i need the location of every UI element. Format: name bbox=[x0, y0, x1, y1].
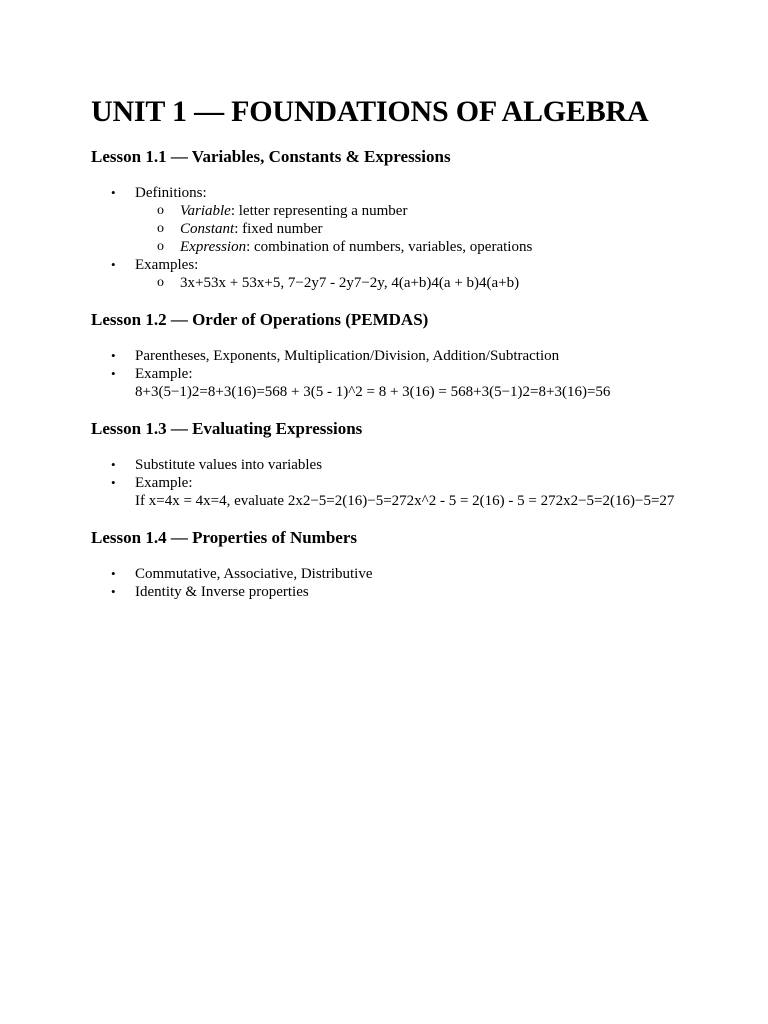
bullet-list bbox=[91, 184, 751, 292]
sub-list-item bbox=[135, 274, 751, 292]
list-item bbox=[91, 474, 751, 510]
sub-list-item bbox=[135, 202, 751, 220]
bullet-list bbox=[91, 565, 751, 601]
item-text: Examples: bbox=[135, 257, 199, 273]
sub-bullet-icon: o bbox=[157, 203, 164, 218]
example-text: If x=4x = 4x=4, evaluate 2x2−5=2(16)−5=272x^2 - 5 = 2(16) - 5 = 272x2−5=2(16)−5=27 bbox=[135, 493, 675, 509]
item-text: Parentheses, Exponents, Multiplication/Division, Addition/Subtraction bbox=[135, 348, 560, 364]
list-item bbox=[91, 583, 751, 601]
list-item bbox=[91, 565, 751, 583]
definition-text: : fixed number bbox=[234, 221, 323, 237]
list-item bbox=[91, 184, 751, 256]
lesson-heading: Lesson 1.2 — Order of Operations (PEMDAS) bbox=[91, 310, 429, 329]
bullet-list bbox=[91, 347, 751, 401]
sub-list bbox=[135, 274, 751, 292]
bullet-icon: • bbox=[111, 185, 116, 200]
item-text: Definitions: bbox=[135, 185, 207, 201]
bullet-icon: • bbox=[111, 366, 116, 381]
example-text: 3x+53x + 53x+5, 7−2y7 - 2y7−2y, 4(a+b)4(a + b)4(a+b) bbox=[180, 275, 520, 291]
list-item bbox=[91, 347, 751, 365]
definition-text: : combination of numbers, variables, operations bbox=[246, 239, 533, 255]
sub-list-item bbox=[135, 220, 751, 238]
bullet-icon: • bbox=[111, 584, 116, 599]
item-text: Identity & Inverse properties bbox=[135, 584, 309, 600]
bullet-icon: • bbox=[111, 348, 116, 363]
item-text: Example: bbox=[135, 366, 193, 382]
list-item bbox=[91, 365, 751, 401]
lesson-heading: Lesson 1.1 — Variables, Constants & Expressions bbox=[91, 147, 451, 166]
lesson-heading: Lesson 1.4 — Properties of Numbers bbox=[91, 528, 357, 547]
lesson-1-4 bbox=[91, 527, 751, 601]
document-page bbox=[91, 94, 751, 601]
list-item bbox=[91, 256, 751, 292]
sub-bullet-icon: o bbox=[157, 275, 164, 290]
definition-text: : letter representing a number bbox=[230, 203, 408, 219]
bullet-list bbox=[91, 456, 751, 510]
unit-title: UNIT 1 — FOUNDATIONS OF ALGEBRA bbox=[91, 95, 649, 128]
term-expression: Expression bbox=[180, 239, 247, 255]
bullet-icon: • bbox=[111, 475, 116, 490]
item-text: Commutative, Associative, Distributive bbox=[135, 566, 373, 582]
example-text: 8+3(5−1)2=8+3(16)=568 + 3(5 - 1)^2 = 8 + 3(16) = 568+3(5−1)2=8+3(16)=56 bbox=[135, 384, 611, 400]
lesson-1-1 bbox=[91, 146, 751, 292]
term-constant: Constant bbox=[180, 221, 235, 237]
sub-bullet-icon: o bbox=[157, 221, 164, 236]
bullet-icon: • bbox=[111, 457, 116, 472]
lesson-heading: Lesson 1.3 — Evaluating Expressions bbox=[91, 419, 363, 438]
lesson-1-2 bbox=[91, 309, 751, 401]
item-text: Example: bbox=[135, 475, 193, 491]
sub-bullet-icon: o bbox=[157, 239, 164, 254]
sub-list-item bbox=[135, 238, 751, 256]
term-variable: Variable bbox=[180, 203, 231, 219]
bullet-icon: • bbox=[111, 566, 116, 581]
lesson-1-3 bbox=[91, 418, 751, 510]
item-text: Substitute values into variables bbox=[135, 457, 323, 473]
sub-list bbox=[135, 202, 751, 256]
bullet-icon: • bbox=[111, 257, 116, 272]
list-item bbox=[91, 456, 751, 474]
